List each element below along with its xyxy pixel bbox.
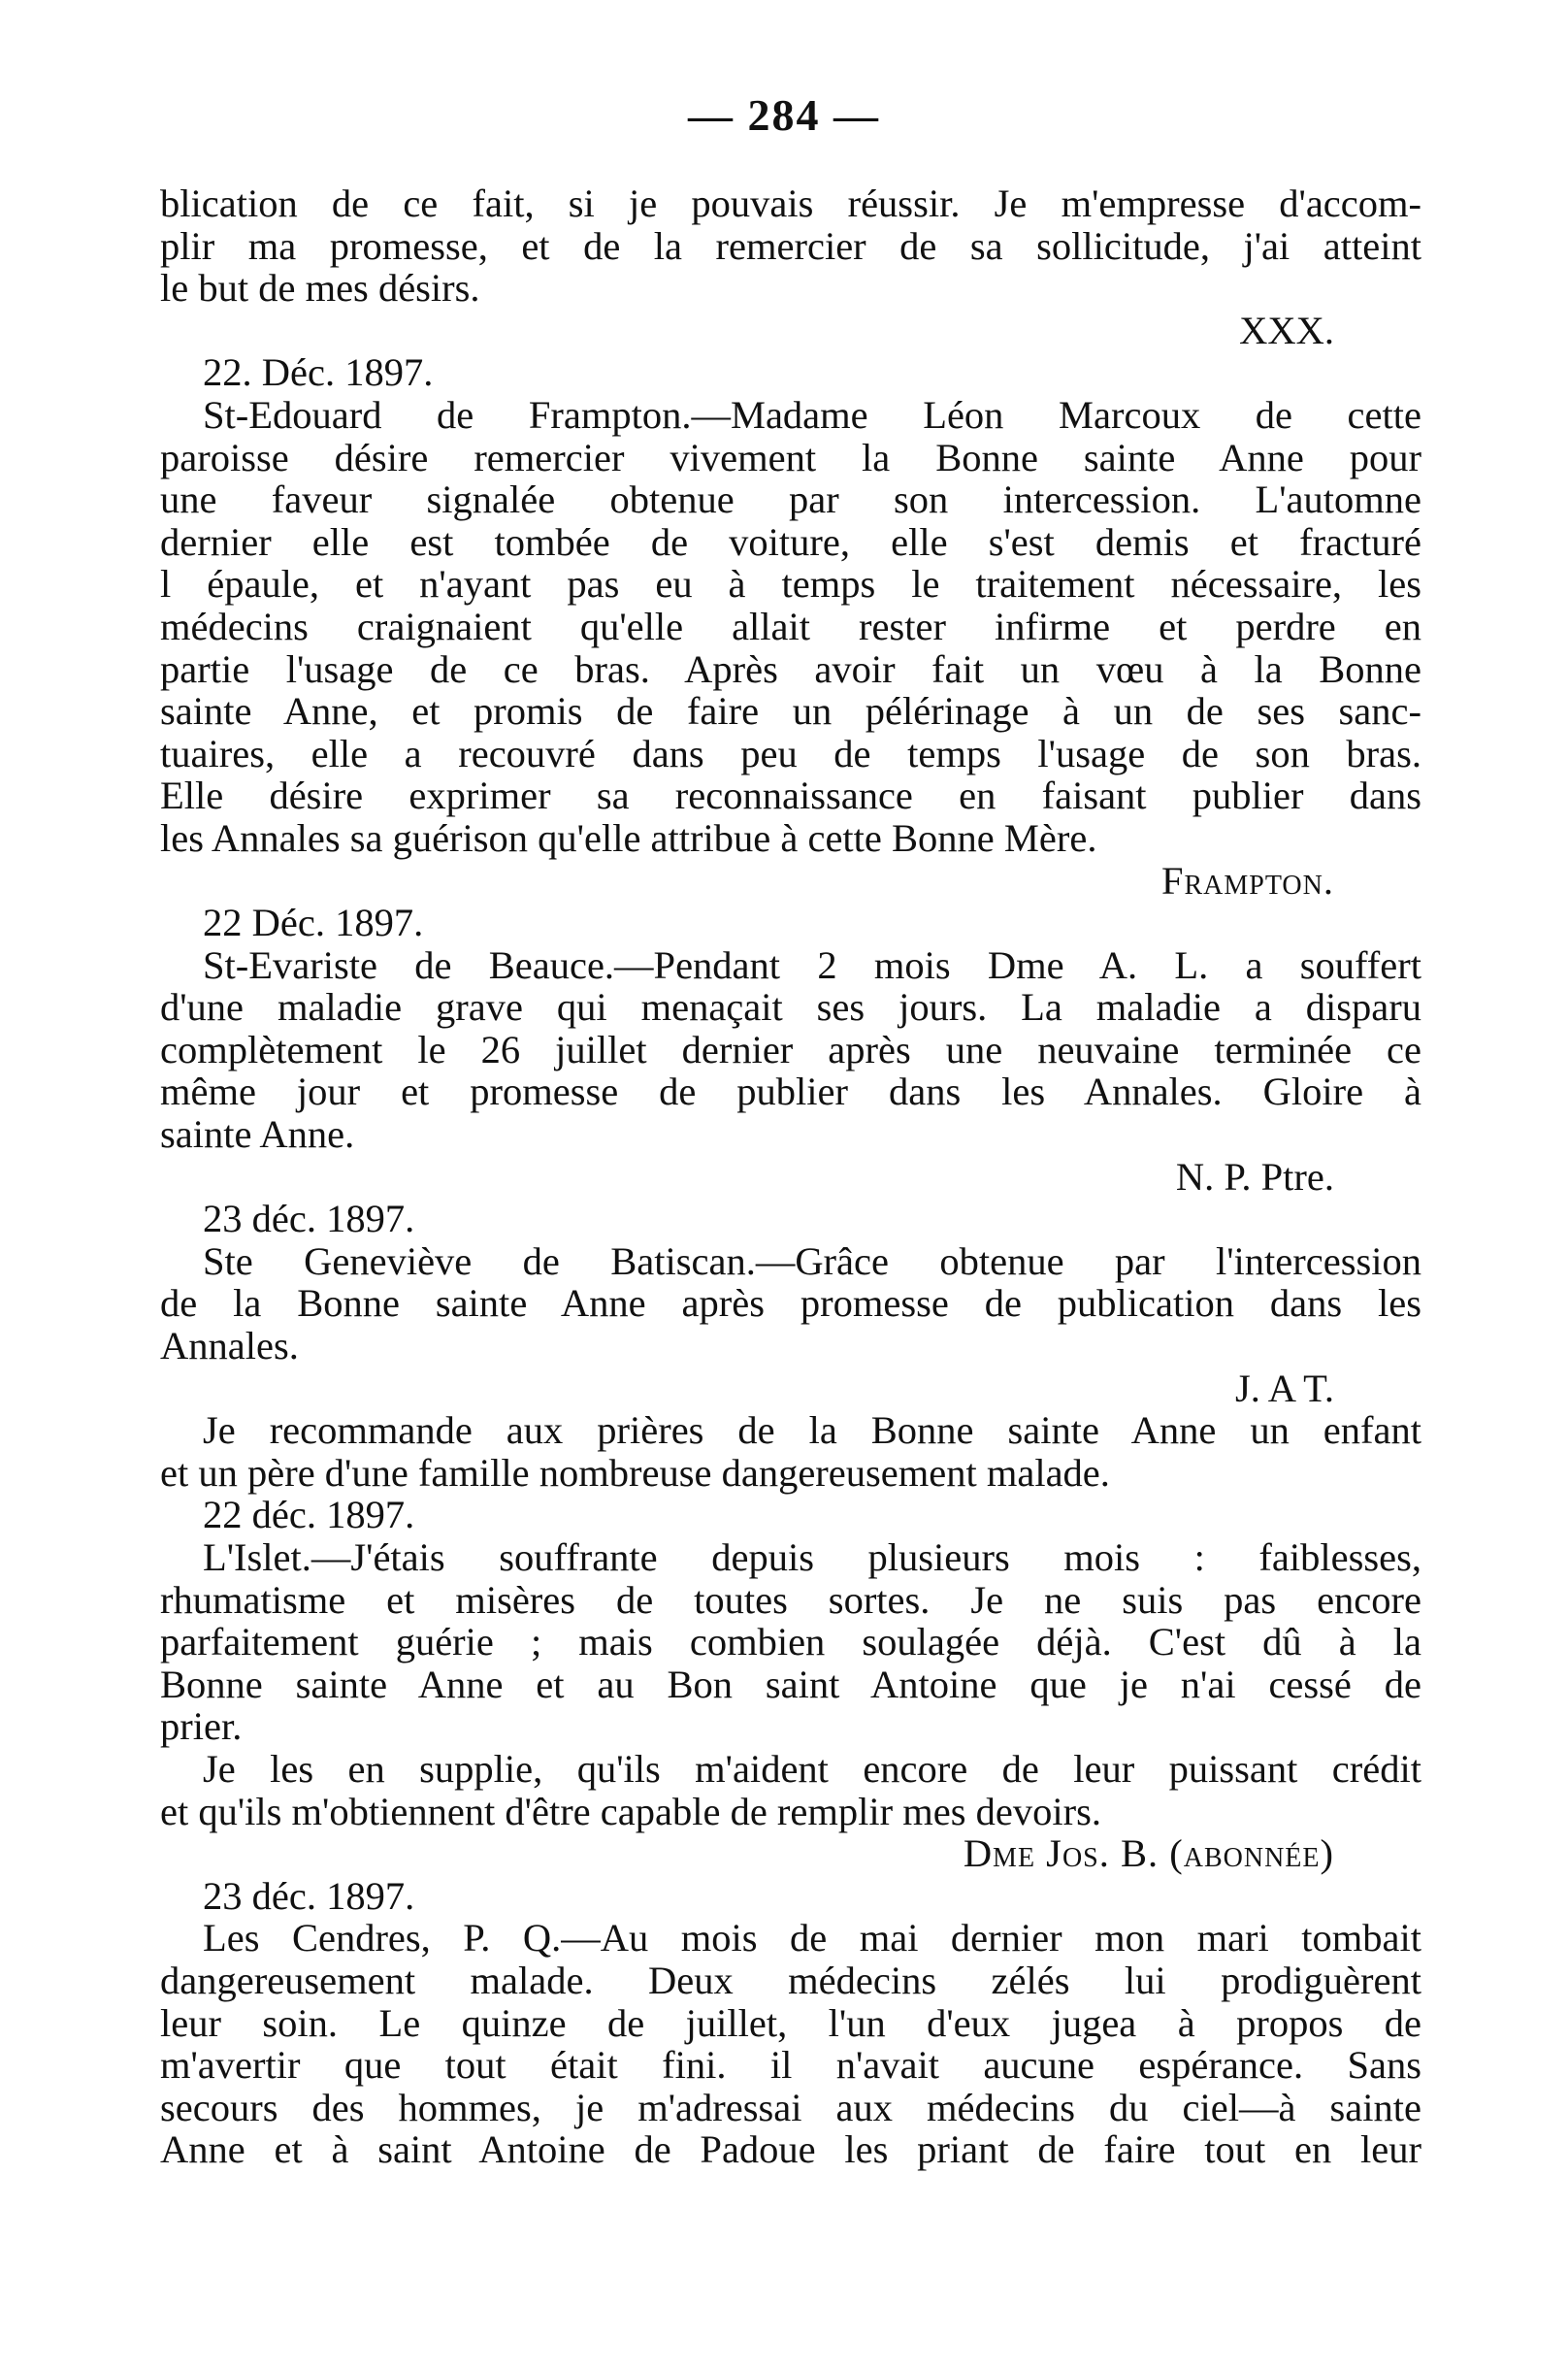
text-line: 22 Déc. 1897. [203,901,424,945]
text-line: 22. Déc. 1897. [203,350,434,395]
text-line: St-Evariste de Beauce.—Pendant 2 mois Dme A. L. a souffert [203,942,1421,987]
text-line: dernier elle est tombée de voiture, elle s'est demis et fracturé [160,519,1421,564]
text-line: N. P. Ptre. [1175,1154,1334,1199]
text-line: Anne et à saint Antoine de Padoue les priant de faire tout en leur [160,2127,1421,2172]
text-line: les Annales sa guérison qu'elle attribue à cette Bonne Mère. [160,815,1097,860]
text-line: sainte Anne, et promis de faire un pélérinage à un de ses sanc- [160,689,1421,734]
text-line: même jour et promesse de publier dans les Annales. Gloire à [160,1070,1421,1114]
page-number: — 284 — [688,90,880,140]
text-line: partie l'usage de ce bras. Après avoir fait un vœu à la Bonne [160,646,1421,691]
text-line: XXX. [1239,308,1334,352]
text-line: Je recommande aux prières de la Bonne sainte Anne un enfant [203,1408,1421,1453]
text-line: le but de mes désirs. [160,266,480,311]
text-line: une faveur signalée obtenue par son intercession. L'automne [160,478,1421,522]
body-text [160,182,1421,2171]
text-line: Annales. [160,1324,299,1368]
text-line: blication de ce fait, si je pouvais réussir. Je m'empresse d'accom- [160,181,1421,225]
text-line: prier. [160,1704,243,1749]
text-line: parfaitement guérie ; mais combien soulagée déjà. C'est dû à la [160,1620,1421,1664]
text-line: secours des hommes, je m'adressai aux médecins du ciel—à sainte [160,2085,1421,2129]
text-line: de la Bonne sainte Anne après promesse de publication dans les [160,1281,1421,1326]
text-line: Elle désire exprimer sa reconnaissance en faisant publier dans [160,774,1421,818]
text-line: J. A T. [1234,1366,1334,1410]
text-line: Dme Jos. B. (abonnée) [963,1831,1334,1876]
text-line: et un père d'une famille nombreuse dangereusement malade. [160,1450,1110,1495]
text-line: L'Islet.—J'étais souffrante depuis plusieurs mois : faiblesses, [203,1535,1421,1579]
text-line: paroisse désire remercier vivement la Bonne sainte Anne pour [160,435,1421,479]
text-line: tuaires, elle a recouvré dans peu de temps l'usage de son bras. [160,731,1421,775]
text-line: St-Edouard de Frampton.—Madame Léon Marcoux de cette [203,392,1421,437]
text-line: plir ma promesse, et de la remercier de sa sollicitude, j'ai atteint [160,223,1421,268]
text-line: complètement le 26 juillet dernier après une neuvaine terminée ce [160,1027,1421,1071]
text-line: rhumatisme et misères de toutes sortes. Je ne suis pas encore [160,1577,1421,1622]
text-line: d'une maladie grave qui menaçait ses jours. La maladie a disparu [160,985,1421,1030]
text-line: m'avertir que tout était fini. il n'avait aucune espérance. Sans [160,2043,1421,2088]
text-line: 22 déc. 1897. [203,1493,415,1537]
text-line: Frampton. [1160,858,1334,903]
text-line: Les Cendres, P. Q.—Au mois de mai dernier mon mari tombait [203,1916,1421,1960]
text-line: l épaule, et n'ayant pas eu à temps le traitement nécessaire, les [160,562,1421,607]
text-line: Je les en supplie, qu'ils m'aident encore de leur puissant crédit [203,1746,1421,1791]
text-line: Bonne sainte Anne et au Bon saint Antoine que je n'ai cessé de [160,1662,1421,1706]
text-line: médecins craignaient qu'elle allait rester infirme et perdre en [160,604,1421,648]
text-line: 23 déc. 1897. [203,1197,415,1241]
text-line: leur soin. Le quinze de juillet, l'un d'eux jugea à propos de [160,2000,1421,2045]
text-line: 23 déc. 1897. [203,1873,415,1918]
text-line: Ste Geneviève de Batiscan.—Grâce obtenue par l'intercession [203,1238,1421,1283]
text-line: dangereusement malade. Deux médecins zélés lui prodiguèrent [160,1958,1421,2002]
text-line: et qu'ils m'obtiennent d'être capable de remplir mes devoirs. [160,1789,1101,1833]
text-line: sainte Anne. [160,1112,355,1157]
